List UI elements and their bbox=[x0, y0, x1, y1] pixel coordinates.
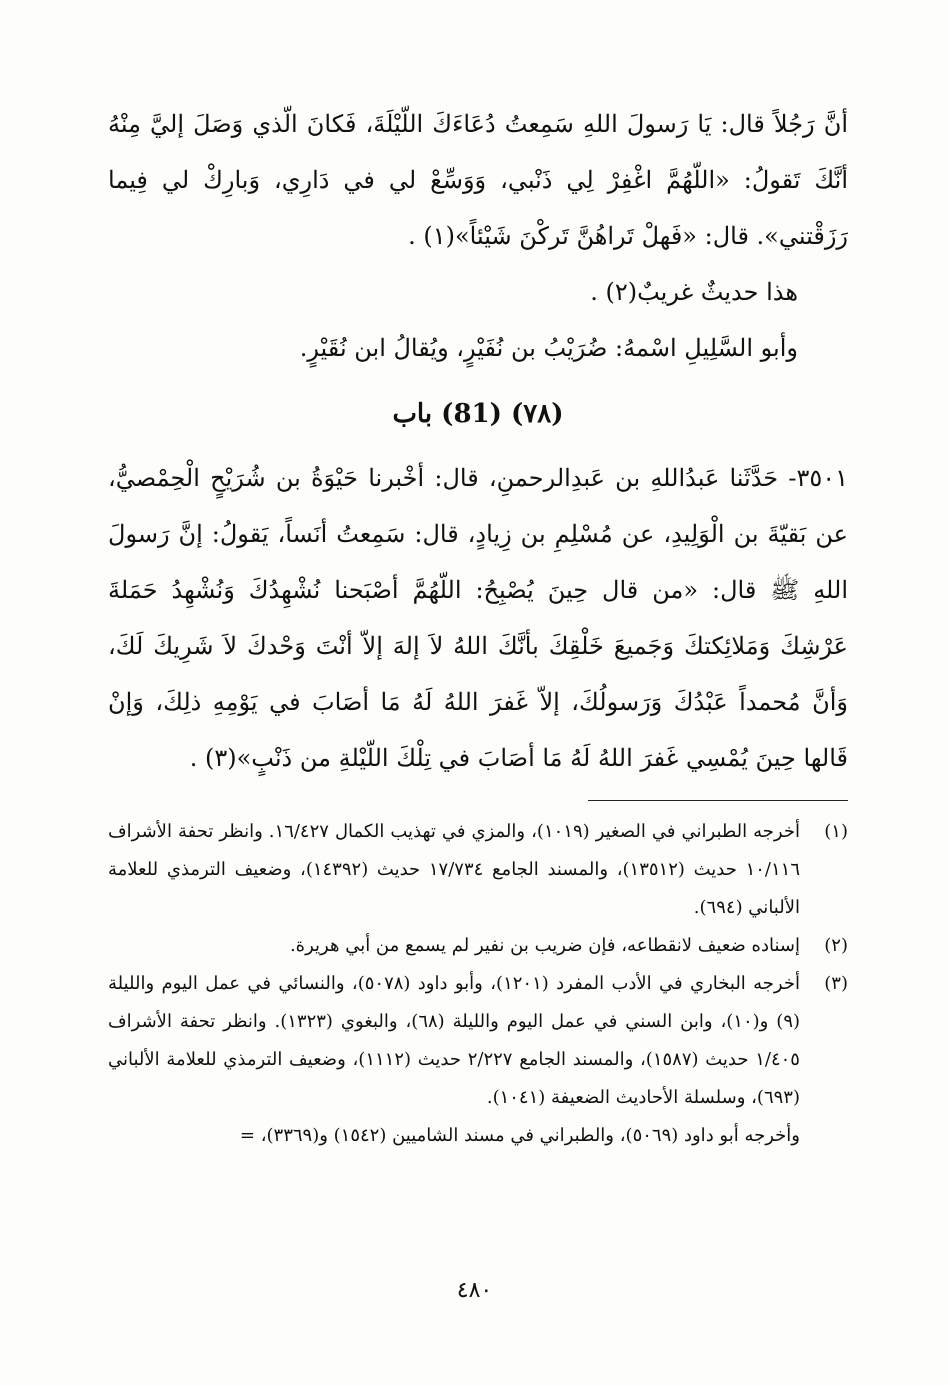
footnote-number: (١) bbox=[824, 821, 848, 842]
footnote-text: إسناده ضعيف لانقطاعه، فإن ضريب بن نفير لم يسمع من أبي هريرة. bbox=[289, 935, 800, 956]
hadith-continuation-paragraph: أنَّ رَجُلاً قال: يَا رَسولَ اللهِ سَمِعتُ دُعَاءَكَ اللّيْلَةَ، فَكانَ الّذي وَصَلَ إليَّ مِنْهُ أنَّكَ تَقولُ: «اللّهُمَّ اغْفِرْ لِي ذَنْبي، وَوَسِّعْ لي في دَارِي، وَبارِكْ لي فِيما رَزَقْتني». قال: «فَهلْ تَراهُنَّ تَركْنَ شَيْئاً»(١) . bbox=[108, 110, 848, 250]
footnote-text: أخرجه البخاري في الأدب المفرد (١٢٠١)، وأبو داود (٥٠٧٨)، والنسائي في عمل اليوم والليلة (٩) و(١٠)، وابن السني في عمل اليوم والليلة (٦٨)، والبغوي (١٣٢٣). وانظر تحفة الأشراف ١/٤٠٥ حديث (١٥٨٧)، والمسند الجامع ٢/٢٢٧ حديث (١١١٢)، وضعيف الترمذي للعلامة الألباني (٦٩٣)، وسلسلة الأحاديث الضعيفة (١٠٤١). bbox=[108, 973, 801, 1108]
footnote-number: (٣) bbox=[824, 973, 848, 994]
footnote-continuation: وأخرجه أبو داود (٥٠٦٩)، والطبراني في مسند الشاميين (١٥٤٢) و(٣٣٦٩)، = bbox=[239, 1125, 800, 1146]
narrator-note-paragraph: وأبو السَّلِيلِ اسْمهُ: ضُرَيْبُ بن نُفَيْرٍ، ويُقالُ ابن نُقَيْرٍ. bbox=[299, 334, 798, 362]
hadith-paragraph: ٣٥٠١- حَدَّثَنا عَبدُاللهِ بن عَبدِالرحمنِ، قال: أخْبرنا حَيْوَةُ بن شُرَيْحٍ الْحِمْصيُّ، عن بَقيّةَ بن الْوَلِيدِ، عن مُسْلِمِ بن زِيادٍ، قال: سَمِعتُ أنَساً، يَقولُ: إنَّ رَسولَ اللهِ ﷺ قال: «من قال حِينَ يُصْبِحُ: اللّهُمَّ أصْبَحنا نُشْهِدُكَ وَنُشْهِدُ حَمَلةَ عَرْشِكَ وَمَلائِكتكَ وَجَميعَ خَلْقِكَ بأنَّكَ اللهُ لاَ إلهَ إلاّ أنْتَ وَحْدكَ لاَ شَرِيكَ لَكَ، وَأنَّ مُحمداً عَبْدُكَ وَرَسولُكَ، إلاّ غَفرَ اللهُ لَهُ مَا أصَابَ في يَوْمِهِ ذلِكَ، وَإنْ قَالها حِينَ يُمْسِي غَفرَ اللهُ لَهُ مَا أصَابَ في تِلْكَ اللّيْلةِ من ذَنْبٍ»(٣) . bbox=[108, 464, 848, 772]
footnote-text: أخرجه الطبراني في الصغير (١٠١٩)، والمزي في تهذيب الكمال ١٦/٤٢٧. وانظر تحفة الأشراف ١٠/١١٦ حديث (١٣٥١٢)، والمسند الجامع ١٧/٧٣٤ حديث (١٤٣٩٢)، وضعيف الترمذي للعلامة الألباني (٦٩٤). bbox=[108, 821, 800, 918]
page-number: ٤٨٠ bbox=[456, 1278, 493, 1303]
footnote-item bbox=[108, 927, 848, 965]
footnote-divider bbox=[588, 800, 848, 801]
footnotes bbox=[108, 813, 848, 1155]
chapter-title: (٧٨) (81) باب bbox=[392, 399, 564, 429]
grading-paragraph: هذا حديثٌ غريبٌ(٢) . bbox=[590, 278, 798, 306]
main-text bbox=[108, 96, 848, 786]
page-content bbox=[108, 96, 848, 1155]
footnote-number: (٢) bbox=[824, 935, 848, 956]
footnote-item bbox=[108, 813, 848, 927]
footnote-item bbox=[108, 965, 848, 1117]
